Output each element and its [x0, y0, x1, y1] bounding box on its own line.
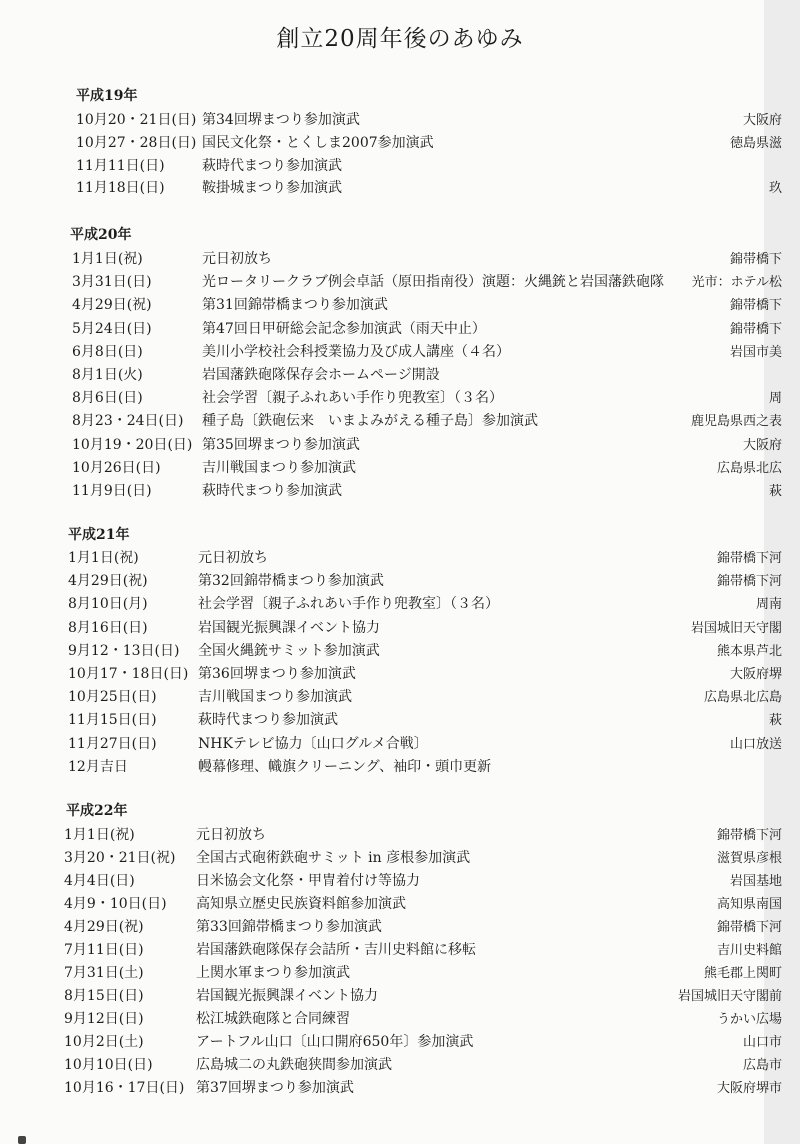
timeline-entry — [0, 733, 800, 756]
section-heading-h21: 平成21年 — [68, 527, 130, 543]
entry-event: 岩国藩鉄砲隊保存会ホームページ開設 — [202, 367, 440, 383]
entry-date: 6月8日(日) — [72, 343, 143, 360]
entry-event: 第34回堺まつり参加演武 — [202, 112, 360, 128]
entry-date: 8月1日(火) — [72, 367, 143, 383]
timeline-entry — [0, 847, 800, 870]
timeline-entry — [0, 756, 800, 779]
entry-event: 日米協会文化祭・甲冑着付け等協力 — [196, 873, 420, 889]
entry-place: 岩国城旧天守閣前 — [677, 989, 782, 1004]
entry-place: 熊本県芦北 — [716, 643, 782, 659]
entry-event: 吉川戦国まつり参加演武 — [198, 689, 352, 706]
timeline-entry — [0, 985, 800, 1008]
entry-place: 岩国基地 — [729, 874, 782, 889]
timeline-entry — [0, 364, 800, 387]
entry-date: 8月15日(日) — [64, 988, 144, 1004]
entry-date: 5月24日(日) — [72, 320, 152, 337]
entry-place: 広島県北広 — [716, 460, 782, 476]
entry-date: 7月11日(日) — [64, 942, 144, 958]
entry-date: 11月9日(日) — [72, 483, 152, 499]
entry-event: 岩国藩鉄砲隊保存会詰所・吉川史料館に移転 — [196, 942, 476, 958]
entry-date: 3月20・21日(祝) — [64, 850, 176, 866]
timeline-entry — [0, 132, 800, 155]
entry-date: 10月26日(日) — [72, 459, 161, 476]
entry-place: 玖 — [768, 181, 782, 197]
entry-date: 10月2日(土) — [64, 1034, 144, 1050]
entry-date: 9月12・13日(日) — [68, 642, 180, 659]
entry-date: 10月10日(日) — [64, 1057, 153, 1073]
timeline-entry — [0, 410, 800, 433]
entry-place: 大阪府堺市 — [716, 1081, 782, 1096]
entry-event: 社会学習〔親子ふれあい手作り兜教室〕（３名） — [198, 596, 499, 613]
timeline-entry — [0, 547, 800, 570]
entry-date: 11月18日(日) — [76, 180, 165, 197]
timeline-entry — [0, 109, 800, 132]
entry-place: 萩 — [768, 713, 782, 729]
entry-place: 広島県北広島 — [703, 690, 782, 706]
entry-date: 1月1日(祝) — [64, 827, 135, 843]
entry-event: 美川小学校社会科授業協力及び成人講座（４名） — [202, 343, 510, 360]
timeline-entry — [0, 1031, 800, 1054]
entry-place: 山口放送 — [729, 736, 782, 752]
page-corner-mark — [18, 1136, 26, 1144]
entry-event: 第32回錦帯橋まつり参加演武 — [198, 573, 384, 590]
entry-place: 山口市 — [742, 1035, 782, 1050]
section-heading-h19: 平成19年 — [76, 88, 138, 104]
section-heading-h22: 平成22年 — [66, 803, 128, 819]
entry-place: 吉川史料館 — [716, 943, 782, 958]
timeline-entry — [0, 1054, 800, 1077]
timeline-entry — [0, 387, 800, 410]
entry-date: 11月27日(日) — [68, 735, 157, 752]
entry-date: 1月1日(祝) — [72, 251, 143, 267]
entry-event: 種子島〔鉄砲伝来 いまよみがえる種子島〕参加演武 — [202, 413, 538, 430]
timeline-entry — [0, 686, 800, 709]
timeline-entry — [0, 457, 800, 480]
entry-date: 8月16日(日) — [68, 619, 148, 636]
section-heading-h20: 平成20年 — [70, 227, 132, 243]
entry-date: 10月27・28日(日) — [76, 134, 197, 151]
timeline-entry — [0, 617, 800, 640]
entry-date: 10月20・21日(日) — [76, 112, 197, 128]
entry-event: 全国火縄銃サミット参加演武 — [198, 642, 380, 659]
entry-event: 光ロータリークラブ例会卓話（原田指南役）演題：火縄銃と岩国藩鉄砲隊 — [202, 274, 664, 291]
entry-date: 4月4日(日) — [64, 873, 135, 889]
entry-event: 萩時代まつり参加演武 — [202, 157, 342, 174]
entry-event: 吉川戦国まつり参加演武 — [202, 459, 356, 476]
entry-date: 10月19・20日(日) — [72, 436, 193, 453]
entry-event: 岩国観光振興課イベント協力 — [196, 988, 378, 1004]
entry-date: 8月6日(日) — [72, 390, 143, 407]
entry-event: 元日初放ち — [198, 550, 268, 566]
entry-place: 周南 — [755, 597, 782, 613]
entry-date: 10月16・17日(日) — [64, 1080, 185, 1096]
entry-date: 11月15日(日) — [68, 712, 157, 729]
timeline-entry — [0, 248, 800, 271]
entry-event: 第33回錦帯橋まつり参加演武 — [196, 919, 382, 935]
entry-event: 鞍掛城まつり参加演武 — [202, 180, 342, 197]
entry-event: 松江城鉄砲隊と合同練習 — [196, 1011, 350, 1027]
timeline-entry — [0, 271, 800, 294]
page-title: 創立20周年後のあゆみ — [276, 26, 524, 52]
timeline-entry — [0, 294, 800, 317]
entry-place: 大阪府 — [742, 113, 782, 128]
entry-event: 第31回錦帯橋まつり参加演武 — [202, 297, 388, 314]
entry-place: 広島市 — [742, 1058, 782, 1073]
entry-place: 萩 — [768, 484, 782, 499]
entry-place: 錦帯橋下 — [729, 252, 782, 267]
entry-date: 4月29日(祝) — [72, 297, 152, 314]
entry-event: 高知県立歴史民族資料館参加演武 — [196, 896, 406, 912]
entry-date: 1月1日(祝) — [68, 550, 139, 566]
timeline-entry — [0, 663, 800, 686]
timeline-entry — [0, 824, 800, 847]
timeline-entry — [0, 1077, 800, 1100]
timeline-entry — [0, 939, 800, 962]
entry-date: 4月29日(祝) — [68, 573, 148, 590]
timeline-entry — [0, 155, 800, 178]
timeline-entry — [0, 593, 800, 616]
entry-place: 錦帯橋下河 — [716, 574, 782, 590]
timeline-entry — [0, 1008, 800, 1031]
timeline-entry — [0, 962, 800, 985]
entry-date: 12月吉日 — [68, 758, 128, 775]
entry-event: 岩国観光振興課イベント協力 — [198, 619, 380, 636]
timeline-entry — [0, 480, 800, 503]
entry-place: 岩国市美 — [729, 344, 782, 360]
entry-date: 4月29日(祝) — [64, 919, 144, 935]
timeline-entry — [0, 341, 800, 364]
entry-place: 光市：ホテル松 — [691, 275, 782, 291]
entry-date: 10月17・18日(日) — [68, 666, 189, 682]
entry-place: 周 — [768, 391, 782, 407]
entry-event: NHKテレビ協力〔山口グルメ合戦〕 — [198, 735, 428, 752]
entry-event: 萩時代まつり参加演武 — [198, 712, 338, 729]
entry-date: 11月11日(日) — [76, 157, 165, 174]
entry-place: 鹿児島県西之表 — [690, 414, 782, 430]
entry-place: 錦帯橋下 — [729, 321, 782, 337]
entry-date: 4月9・10日(日) — [64, 896, 167, 912]
entry-event: 元日初放ち — [196, 827, 266, 843]
entry-place: 大阪府堺 — [729, 667, 782, 682]
timeline-entry — [0, 870, 800, 893]
entry-event: 第47回日甲研総会記念参加演武（雨天中止） — [202, 320, 486, 337]
entry-date: 7月31日(土) — [64, 965, 144, 981]
timeline-entry — [0, 177, 800, 200]
timeline-entry — [0, 893, 800, 916]
entry-event: 広島城二の丸鉄砲狭間参加演武 — [196, 1057, 392, 1073]
entry-place: 錦帯橋下河 — [716, 920, 782, 935]
entry-date: 8月10日(月) — [68, 596, 148, 613]
entry-place: 高知県南国 — [716, 897, 782, 912]
timeline-entry — [0, 709, 800, 732]
entry-event: 第37回堺まつり参加演武 — [196, 1080, 354, 1096]
entry-event: 社会学習〔親子ふれあい手作り兜教室〕（３名） — [202, 390, 503, 407]
entry-event: 元日初放ち — [202, 251, 272, 267]
entry-event: 萩時代まつり参加演武 — [202, 483, 342, 499]
entry-event: 幔幕修理、幟旗クリーニング、袖印・頭巾更新 — [198, 758, 492, 775]
entry-place: 錦帯橋下河 — [716, 551, 782, 566]
entry-event: 第35回堺まつり参加演武 — [202, 436, 360, 453]
entry-event: 国民文化祭・とくしま2007参加演武 — [202, 134, 434, 151]
entry-event: アートフル山口〔山口開府650年〕参加演武 — [196, 1034, 474, 1050]
entry-place: うかい広場 — [716, 1012, 782, 1027]
entry-place: 岩国城旧天守閣 — [690, 620, 782, 636]
timeline-entry — [0, 916, 800, 939]
timeline-entry — [0, 318, 800, 341]
timeline-entry — [0, 640, 800, 663]
entry-event: 第36回堺まつり参加演武 — [198, 666, 356, 682]
entry-event: 上関水軍まつり参加演武 — [196, 965, 350, 981]
entry-date: 3月31日(日) — [72, 274, 152, 291]
entry-date: 8月23・24日(日) — [72, 413, 184, 430]
entry-place: 大阪府 — [742, 437, 782, 453]
entry-place: 滋賀県彦根 — [716, 851, 782, 866]
entry-place: 徳島県滋 — [729, 135, 782, 151]
entry-place: 熊毛郡上関町 — [703, 966, 782, 981]
entry-place: 錦帯橋下 — [729, 298, 782, 314]
timeline-entry — [0, 434, 800, 457]
entry-date: 9月12日(日) — [64, 1011, 144, 1027]
timeline-entry — [0, 570, 800, 593]
entry-place: 錦帯橋下河 — [716, 828, 782, 843]
entry-event: 全国古式砲術鉄砲サミット in 彦根参加演武 — [196, 850, 471, 866]
entry-date: 10月25日(日) — [68, 689, 157, 706]
